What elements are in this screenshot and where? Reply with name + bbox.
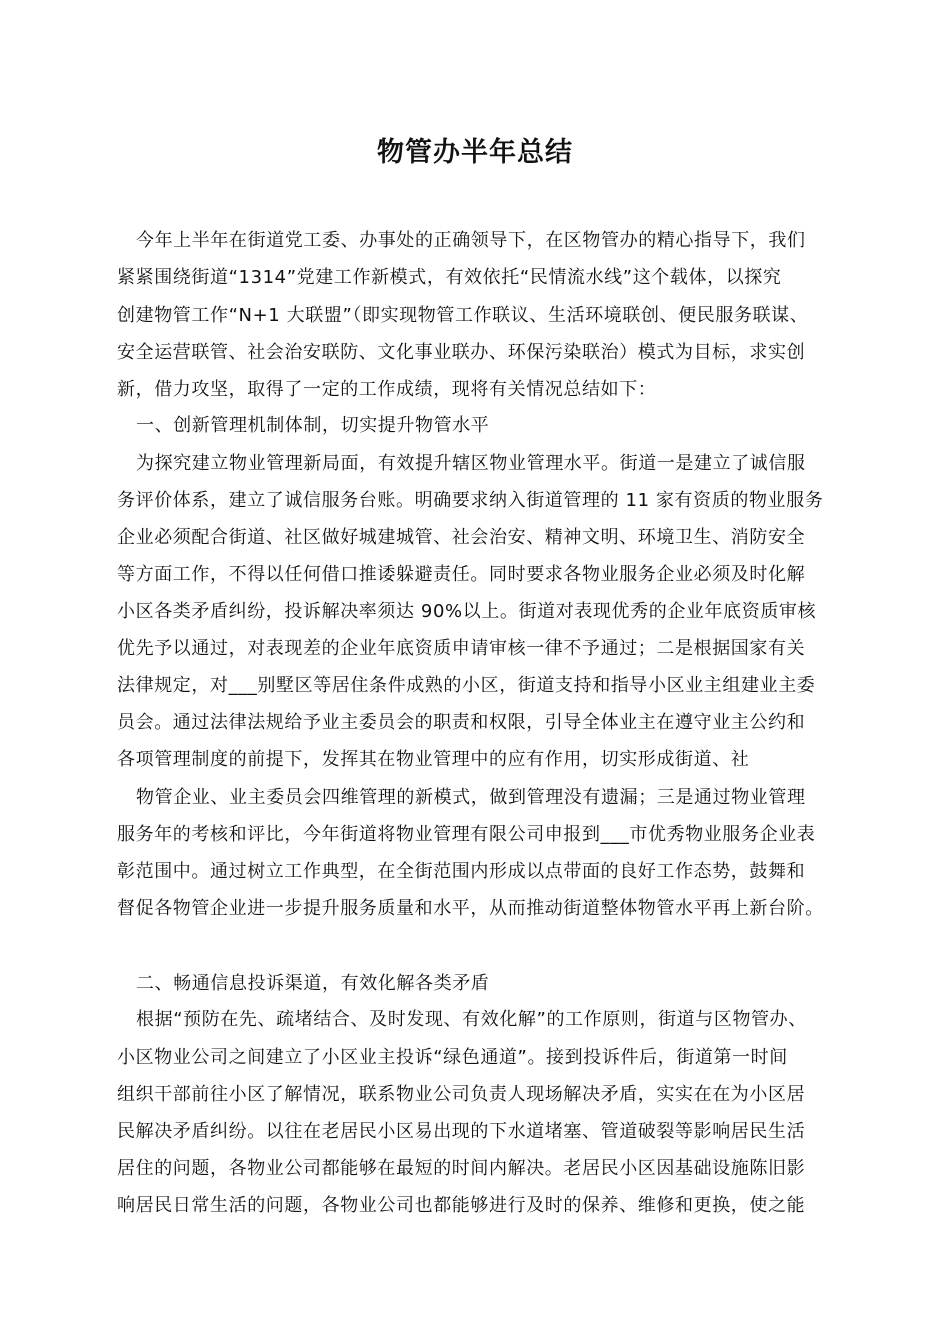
paragraph-line: 响居民日常生活的问题，各物业公司也都能够进行及时的保养、维修和更换，使之能	[117, 1195, 806, 1216]
paragraph-line: 法律规定，对___别墅区等居住条件成熟的小区，街道支持和指导小区业主组建业主委	[117, 675, 816, 696]
paragraph-line: 彰范围中。通过树立工作典型，在全街范围内形成以点带面的良好工作态势，鼓舞和	[117, 861, 806, 882]
section-heading: 一、创新管理机制体制，切实提升物管水平	[136, 415, 490, 436]
paragraph-line: 督促各物管企业进一步提升服务质量和水平，从而推动街道整体物管水平再上新台阶。	[117, 898, 824, 919]
paragraph-line: 务评价体系，建立了诚信服务台账。明确要求纳入街道管理的 11 家有资质的物业服务	[117, 490, 824, 511]
paragraph-line: 紧紧围绕街道“1314”党建工作新模式，有效依托“民情流水线”这个载体，以探究	[117, 267, 782, 288]
paragraph-line: 等方面工作，不得以任何借口推诿躲避责任。同时要求各物业服务企业必须及时化解	[117, 564, 806, 585]
paragraph-line: 创建物管工作“N+1 大联盟”（即实现物管工作联议、生活环境联创、便民服务联谋、	[117, 305, 809, 326]
paragraph-line: 员会。通过法律法规给予业主委员会的职责和权限，引导全体业主在遵守业主公约和	[117, 712, 806, 733]
paragraph-line: 各项管理制度的前提下，发挥其在物业管理中的应有作用，切实形成街道、社	[117, 749, 750, 770]
paragraph-line: 小区物业公司之间建立了小区业主投诉“绿色通道”。接到投诉件后，街道第一时间	[117, 1047, 788, 1068]
paragraph-line: 新，借力攻坚，取得了一定的工作成绩，现将有关情况总结如下：	[117, 379, 657, 400]
paragraph-line: 优先予以通过，对表现差的企业年底资质申请审核一律不予通过；二是根据国家有关	[117, 638, 806, 659]
paragraph-line: 组织干部前往小区了解情况，联系物业公司负责人现场解决矛盾，实实在在为小区居	[117, 1084, 806, 1105]
document-title: 物管办半年总结	[377, 137, 573, 168]
paragraph-line: 居住的问题，各物业公司都能够在最短的时间内解决。老居民小区因基础设施陈旧影	[117, 1158, 806, 1179]
paragraph-line: 物管企业、业主委员会四维管理的新模式，做到管理没有遗漏；三是通过物业管理	[136, 787, 806, 808]
paragraph-line: 根据“预防在先、疏堵结合、及时发现、有效化解”的工作原则，街道与区物管办、	[136, 1009, 807, 1030]
section-heading: 二、畅通信息投诉渠道，有效化解各类矛盾	[136, 973, 490, 994]
paragraph-line: 民解决矛盾纠纷。以往在老居民小区易出现的下水道堵塞、管道破裂等影响居民生活	[117, 1121, 806, 1142]
paragraph-line: 今年上半年在街道党工委、办事处的正确领导下，在区物管办的精心指导下，我们	[136, 230, 806, 251]
paragraph-line: 为探究建立物业管理新局面，有效提升辖区物业管理水平。街道一是建立了诚信服	[136, 453, 806, 474]
paragraph-line: 企业必须配合街道、社区做好城建城管、社会治安、精神文明、环境卫生、消防安全	[117, 527, 806, 548]
paragraph-line: 安全运营联管、社会治安联防、文化事业联办、环保污染联治）模式为目标，求实创	[117, 342, 806, 363]
paragraph-line: 服务年的考核和评比，今年街道将物业管理有限公司申报到___市优秀物业服务企业表	[117, 824, 816, 845]
paragraph-line: 小区各类矛盾纠纷，投诉解决率须达 90%以上。街道对表现优秀的企业年底资质审核	[117, 601, 817, 622]
